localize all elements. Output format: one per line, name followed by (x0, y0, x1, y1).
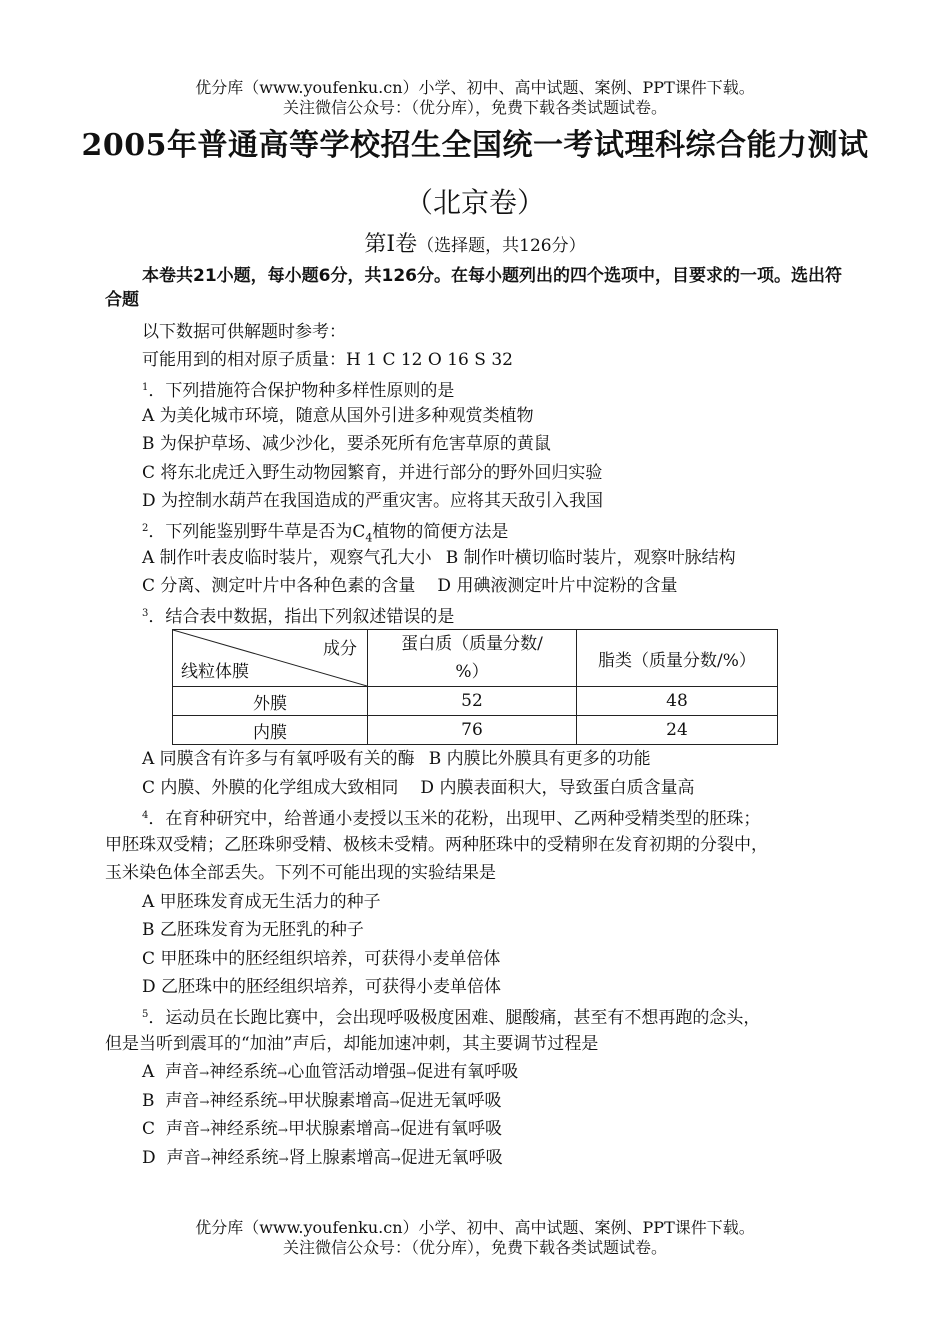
corner-bottom-label: 线粒体膜 (181, 662, 249, 682)
question-3-option-c: C 内膜、外膜的化学组成大致相同 (142, 778, 399, 798)
header-line-2: 关注微信公众号：（优分库），免费下载各类试题试卷。 (282, 98, 667, 117)
question-3-options-cd (142, 776, 694, 800)
option-step-1: 声音 (165, 1062, 200, 1082)
option-step-4: 促进有氧呼吸 (400, 1119, 503, 1139)
row-outer-protein: 52 (368, 687, 577, 716)
option-step-2: 神经系统 (209, 1062, 278, 1082)
question-4-text-1: ．在育种研究中，给普通小麦授以玉米的花粉，出现甲、乙两种受精类型的胚珠； (148, 809, 761, 829)
option-step-2: 神经系统 (209, 1091, 278, 1111)
question-4-option-a: A 甲胚珠发育成无生活力的种子 (142, 892, 381, 912)
option-step-3: 肾上腺素增高 (288, 1148, 391, 1168)
row-outer-lipid: 48 (577, 687, 778, 716)
membrane-composition-table (172, 629, 778, 745)
arrow-icon: → (390, 1152, 401, 1166)
instructions-ref: 以下数据可供解题时参考： (142, 322, 346, 342)
arrow-icon: → (278, 1152, 289, 1166)
table-header-protein (368, 630, 577, 687)
table-row (173, 716, 778, 745)
question-3-options-ab (142, 747, 651, 771)
option-step-1: 声音 (165, 1091, 200, 1111)
instructions-intro: 本卷共21小题，每小题6分，共126分。在每小题列出的四个选项中，目要求的一项。选出符合题 (105, 266, 842, 310)
section-heading (0, 230, 950, 261)
section-note: （选择题，共126分） (417, 236, 586, 256)
footer-line-1: 优分库（www.youfenku.cn）小学、初中、高中试题、案例、PPT课件下载。 (195, 1218, 755, 1237)
option-step-3: 心血管活动增强 (287, 1062, 407, 1082)
question-5-stem-line-1 (142, 1003, 760, 1030)
option-letter: A (142, 1062, 155, 1082)
question-1-option-d: D 为控制水葫芦在我国造成的严重灾害。应将其天敌引入我国 (142, 491, 604, 511)
option-step-1: 声音 (166, 1148, 201, 1168)
question-1-text: ．下列措施符合保护物种多样性原则的是 (148, 381, 455, 401)
arrow-icon: → (199, 1123, 210, 1137)
question-2-text-a: ．下列能鉴别野牛草是否为C (148, 522, 366, 542)
arrow-icon: → (277, 1095, 288, 1109)
question-5-option-a (142, 1060, 518, 1085)
option-letter: C (142, 1119, 156, 1139)
option-step-2: 神经系统 (210, 1148, 279, 1168)
question-1-option-b: B 为保护草场、减少沙化，要杀死所有危害草原的黄鼠 (142, 434, 551, 454)
arrow-icon: → (389, 1095, 400, 1109)
question-2-option-c: C 分离、测定叶片中各种色素的含量 (142, 576, 416, 596)
question-2-options-cd (142, 574, 677, 598)
question-4-stem-line-1 (142, 804, 760, 831)
question-4-option-d: D 乙胚珠中的胚经组织培养，可获得小麦单倍体 (142, 977, 502, 997)
option-step-3: 甲状腺素增高 (287, 1091, 390, 1111)
question-2-option-b: B 制作叶横切临时装片，观察叶脉结构 (445, 548, 736, 568)
table-row (173, 687, 778, 716)
table-corner-cell (173, 630, 368, 687)
question-4-number: 4 (142, 810, 149, 821)
option-step-3: 甲状腺素增高 (287, 1119, 390, 1139)
arrow-icon: → (200, 1152, 211, 1166)
question-2-subscript: 4 (365, 531, 373, 545)
question-2-option-d: D 用碘液测定叶片中淀粉的含量 (437, 576, 678, 596)
option-step-4: 促进无氧呼吸 (400, 1148, 503, 1168)
section-main: 第Ⅰ卷 (364, 232, 418, 257)
arrow-icon: → (199, 1095, 210, 1109)
question-2-options-ab (142, 546, 736, 570)
header-protein-line-1: 蛋白质（质量分数/ (401, 634, 543, 654)
question-4-option-c: C 甲胚珠中的胚经组织培养，可获得小麦单倍体 (142, 949, 501, 969)
arrow-icon: → (389, 1123, 401, 1137)
question-3-option-d: D 内膜表面积大，导致蛋白质含量高 (420, 778, 695, 798)
table-header-row (173, 630, 778, 687)
question-2-option-a: A 制作叶表皮临时装片，观察气孔大小 (142, 548, 432, 568)
question-3-stem (142, 602, 454, 629)
question-4-option-b: B 乙胚珠发育为无胚乳的种子 (142, 920, 364, 940)
question-4-stem-line-3: 玉米染色体全部丢失。下列不可能出现的实验结果是 (105, 863, 496, 883)
question-5-number: 5 (142, 1009, 149, 1020)
footer-line-2: 关注微信公众号：（优分库），免费下载各类试题试卷。 (282, 1238, 667, 1257)
table-header-lipid: 脂类（质量分数/%） (577, 630, 778, 687)
question-1-number: 1 (142, 382, 149, 393)
question-2-text-b: 植物的简便方法是 (372, 522, 509, 542)
question-1-option-c: C 将东北虎迁入野生动物园繁育，并进行部分的野外回归实验 (142, 463, 603, 483)
atomic-masses: 可能用到的相对原子质量：H 1 C 12 O 16 S 32 (142, 350, 513, 370)
arrow-icon: → (277, 1123, 288, 1137)
arrow-icon: → (199, 1066, 210, 1080)
row-outer-name: 外膜 (173, 687, 368, 716)
row-inner-lipid: 24 (577, 716, 778, 745)
header-line-1: 优分库（www.youfenku.cn）小学、初中、高中试题、案例、PPT课件下载。 (195, 78, 755, 97)
question-3-text: ．结合表中数据，指出下列叙述错误的是 (148, 607, 455, 627)
option-letter: B (142, 1091, 155, 1111)
question-5-text-1: ．运动员在长跑比赛中，会出现呼吸极度困难、腿酸痛，甚至有不想再跑的念头， (148, 1008, 761, 1028)
question-3-option-b: B 内膜比外膜具有更多的功能 (428, 749, 651, 769)
question-5-stem-line-2: 但是当听到震耳的“加油”声后，却能加速冲刺，其主要调节过程是 (105, 1034, 599, 1054)
question-3-number: 3 (142, 608, 149, 619)
question-5-option-c (142, 1117, 502, 1142)
question-4-stem-line-2: 甲胚珠双受精；乙胚珠卵受精、极核未受精。两种胚珠中的受精卵在发育初期的分裂中， (105, 835, 768, 855)
question-5-option-b (142, 1089, 502, 1114)
question-5-option-d (142, 1146, 503, 1171)
question-1-stem (142, 376, 454, 403)
option-letter: D (142, 1148, 156, 1168)
arrow-icon: → (277, 1066, 288, 1080)
row-inner-protein: 76 (368, 716, 577, 745)
question-1-option-a: A 为美化城市环境，随意从国外引进多种观赏类植物 (142, 406, 534, 426)
exam-title: 2005年普通高等学校招生全国统一考试理科综合能力测试 (81, 128, 869, 163)
exam-subtitle: （北京卷） (404, 186, 545, 219)
option-step-4: 促进有氧呼吸 (416, 1062, 519, 1082)
corner-top-label: 成分 (323, 639, 357, 659)
option-step-4: 促进无氧呼吸 (399, 1091, 502, 1111)
option-step-1: 声音 (165, 1119, 200, 1139)
option-step-2: 神经系统 (209, 1119, 278, 1139)
question-3-option-a: A 同膜含有许多与有氧呼吸有关的酶 (142, 749, 415, 769)
question-2-number: 2 (142, 523, 149, 534)
row-inner-name: 内膜 (173, 716, 368, 745)
header-protein-line-2: %） (455, 662, 489, 682)
arrow-icon: → (406, 1066, 417, 1080)
